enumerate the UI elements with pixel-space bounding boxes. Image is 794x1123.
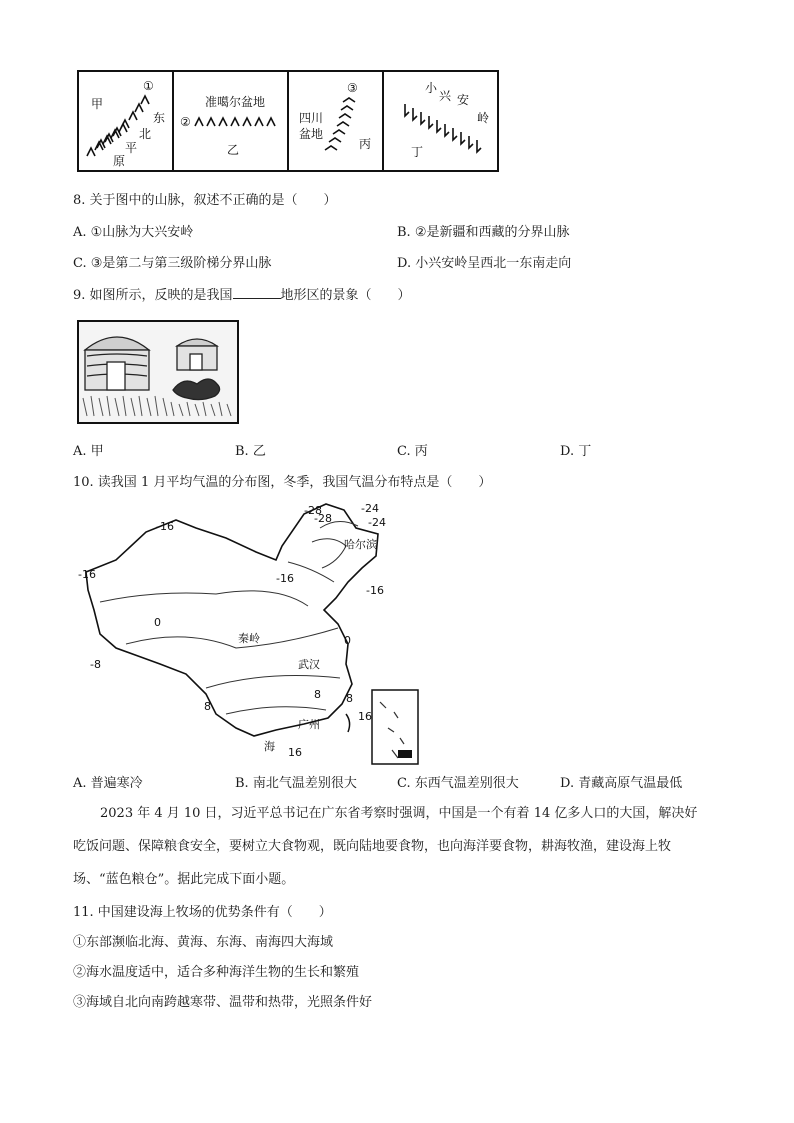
- map-label-5: -16: [156, 520, 174, 533]
- map-label-7: -16: [276, 572, 294, 585]
- q8-option-a[interactable]: A. ①山脉为大兴安岭: [73, 225, 194, 240]
- map-label-guangzhou: 广州: [298, 718, 320, 731]
- map-label-14: 8: [314, 688, 321, 701]
- panel-ding-label-ling: 岭: [477, 111, 490, 125]
- panel-jia-label-yuan: 原: [113, 154, 126, 168]
- panel-jia-label-1: ①: [143, 79, 154, 93]
- panel-yi: [180, 94, 275, 157]
- q8-option-d[interactable]: D. 小兴安岭呈西北一东南走向: [397, 256, 572, 271]
- map-label-10: -8: [90, 658, 101, 671]
- q8-option-b[interactable]: B. ②是新疆和西藏的分界山脉: [397, 225, 570, 240]
- q11-item-2: ②海水温度适中，适合多种海洋生物的生长和繁殖: [73, 965, 360, 980]
- q9-option-c[interactable]: C. 丙: [397, 444, 428, 459]
- map-label-15: 16: [358, 710, 372, 723]
- q9-stem: [73, 286, 411, 305]
- map-label-2: -24: [361, 502, 379, 515]
- mountain-symbols-bing: [325, 98, 355, 150]
- panel-yi-label-2: ②: [180, 115, 191, 129]
- panel-jia: [87, 79, 165, 168]
- yurt-illustration-svg: [77, 320, 239, 424]
- q9-option-a[interactable]: A. 甲: [73, 444, 104, 459]
- q10-stem: 10. 读我国 1 月平均气温的分布图，冬季，我国气温分布特点是（ ）: [73, 475, 492, 490]
- panel-ding-label-xing: 兴: [439, 89, 452, 103]
- map-label-qinling: 秦岭: [238, 632, 260, 645]
- passage-line-2: 吃饭问题、保障粮食安全，要树立大食物观，既向陆地要食物，也向海洋要食物，耕海牧渔，建设海上牧: [73, 839, 672, 854]
- q9-stem-after: 地形区的景象（ ）: [280, 288, 411, 303]
- q10-option-b[interactable]: B. 南北气温差别很大: [235, 776, 357, 791]
- mountain-figure: [77, 70, 499, 172]
- q9-option-d[interactable]: D. 丁: [560, 444, 592, 459]
- q9-stem-before: 9. 如图所示，反映的是我国: [73, 288, 233, 303]
- map-label-6: -16: [78, 568, 96, 581]
- q10-option-d[interactable]: D. 青藏高原气温最低: [560, 776, 683, 791]
- q10-option-c[interactable]: C. 东西气温差别很大: [397, 776, 519, 791]
- map-label-8: -16: [366, 584, 384, 597]
- panel-jia-label-ping: 平: [125, 141, 138, 155]
- panel-bing-label-sichuan: 四川: [299, 111, 324, 125]
- china-temperature-map-svg: [76, 498, 446, 768]
- panel-ding: [405, 81, 489, 159]
- panel-jia-marker: 甲: [91, 97, 104, 111]
- map-label-4: -24: [368, 516, 386, 529]
- china-temperature-map: [76, 498, 446, 768]
- map-label-hai: 海: [264, 740, 275, 753]
- panel-yi-label-basin: 准噶尔盆地: [205, 95, 266, 109]
- panel-yi-marker: 乙: [227, 143, 240, 157]
- panel-bing-label-basin: 盆地: [299, 127, 324, 141]
- map-label-9: 0: [344, 634, 351, 647]
- panel-bing-marker: 丙: [359, 137, 372, 151]
- q9-answer-blank: [233, 286, 281, 299]
- q11-item-1: ①东部濒临北海、黄海、东海、南海四大海域: [73, 935, 334, 950]
- passage-line-1: 2023 年 4 月 10 日，习近平总书记在广东省考察时强调，中国是一个有着 14 亿多人口的大国，解决好: [100, 806, 698, 821]
- q9-option-b[interactable]: B. 乙: [235, 444, 266, 459]
- panel-ding-label-an: 安: [457, 93, 470, 107]
- map-label-13: 8: [204, 700, 211, 713]
- q11-stem: 11. 中国建设海上牧场的优势条件有（ ）: [73, 905, 332, 920]
- passage-line-3: 场、“蓝色粮仓”。据此完成下面小题。: [73, 872, 295, 887]
- q8-option-c[interactable]: C. ③是第二与第三级阶梯分界山脉: [73, 256, 272, 271]
- map-label-1: -28: [304, 504, 322, 517]
- panel-bing: [299, 81, 371, 151]
- panel-ding-marker: 丁: [411, 145, 424, 159]
- q11-item-3: ③海域自北向南跨越寒带、温带和热带，光照条件好: [73, 995, 373, 1010]
- q8-stem: 8. 关于图中的山脉，叙述不正确的是（ ）: [73, 193, 337, 208]
- mountain-figure-svg: [77, 70, 499, 172]
- q10-option-a[interactable]: A. 普遍寒冷: [73, 776, 143, 791]
- map-label-16: 16: [288, 746, 302, 759]
- panel-bing-label-3: ③: [347, 81, 358, 95]
- map-label-11: 0: [154, 616, 161, 629]
- mountain-symbols-yi: [195, 118, 275, 126]
- panel-jia-label-dong: 东: [153, 111, 166, 125]
- map-label-3: -28: [314, 512, 332, 525]
- panel-ding-label-xiao: 小: [425, 81, 438, 95]
- yurt-illustration: [77, 320, 239, 424]
- map-label-wuhan: 武汉: [298, 658, 320, 671]
- panel-jia-label-bei: 北: [139, 127, 152, 141]
- map-label-12: 8: [346, 692, 353, 705]
- map-label-harbin: 哈尔滨: [344, 538, 377, 551]
